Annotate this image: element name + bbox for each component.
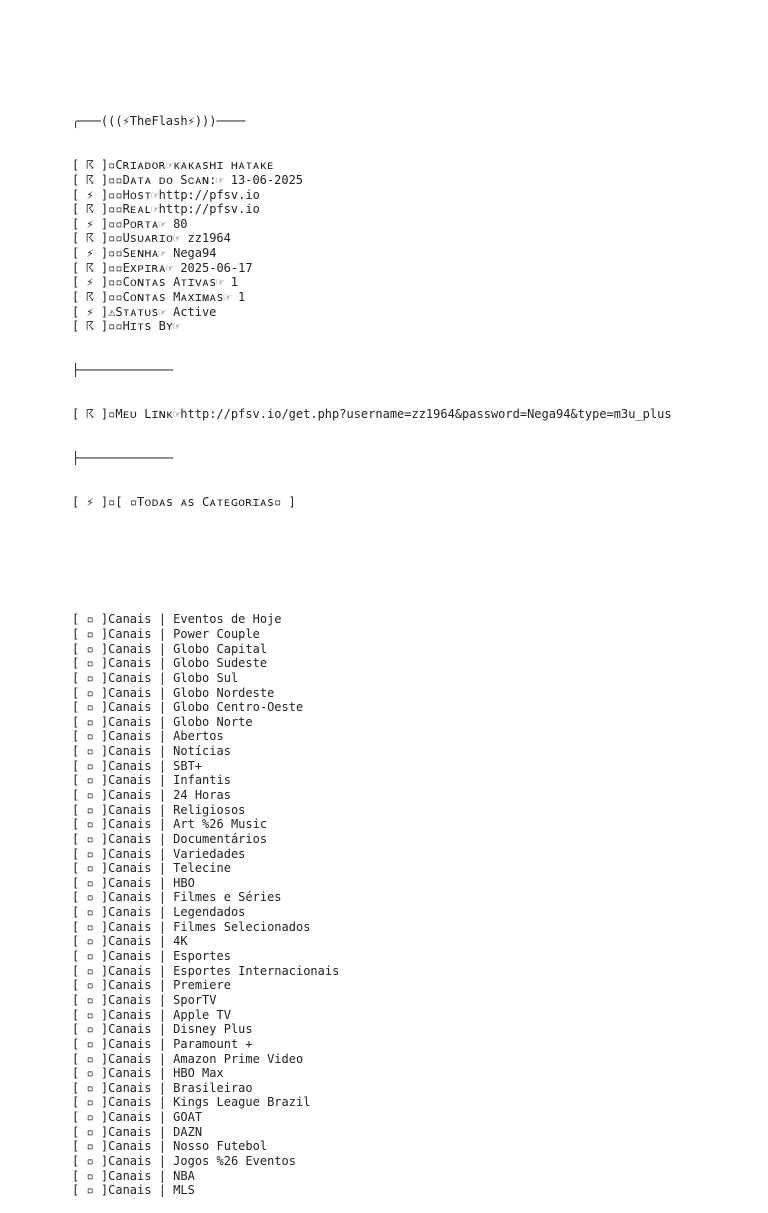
category-name: Kings League Brazil <box>173 1095 311 1110</box>
category-item <box>72 1169 752 1184</box>
category-prefix: [ ▫ ]Canais | <box>72 1036 174 1051</box>
category-item <box>72 1139 752 1154</box>
category-name: 24 Horas <box>173 787 231 802</box>
category-name: Notícias <box>173 744 231 759</box>
category-item <box>72 964 752 979</box>
category-prefix: [ ▫ ]Canais | <box>72 714 174 729</box>
separator: ├───────────── <box>72 451 174 466</box>
category-prefix: [ ▫ ]Canais | <box>72 744 174 759</box>
category-name: MLS <box>173 1183 195 1198</box>
category-item <box>72 1154 752 1169</box>
category-prefix: [ ▫ ]Canais | <box>72 978 174 993</box>
category-prefix: [ ▫ ]Canais | <box>72 949 174 964</box>
category-item <box>72 1183 752 1198</box>
category-name: Religiosos <box>173 802 246 817</box>
category-name: Power Couple <box>173 626 260 641</box>
category-prefix: [ ▫ ]Canais | <box>72 1168 174 1183</box>
category-name: Globo Capital <box>173 641 268 656</box>
category-item <box>72 788 752 803</box>
info-line: [ ☈ ]▫Cʀɪᴀᴅᴏʀ☞ᴋᴀᴋᴀsʜɪ ʜᴀᴛᴀᴋᴇ <box>72 158 275 173</box>
category-list <box>72 612 752 1198</box>
document-body <box>72 85 752 1213</box>
info-line: [ ☈ ]▫▫Usᴜᴀʀɪᴏ☞ zz1964 <box>72 231 231 246</box>
info-line: [ ⚡ ]▫▫Pᴏʀᴛᴀ☞ 80 <box>72 216 188 231</box>
category-name: Globo Sul <box>173 670 239 685</box>
category-prefix: [ ▫ ]Canais | <box>72 992 174 1007</box>
category-prefix: [ ▫ ]Canais | <box>72 875 174 890</box>
category-name: Esportes <box>173 949 231 964</box>
category-name: Globo Nordeste <box>173 685 275 700</box>
category-item <box>72 686 752 701</box>
category-prefix: [ ▫ ]Canais | <box>72 1154 174 1168</box>
category-prefix: [ ▫ ]Canais | <box>72 890 174 905</box>
category-name: Esportes Internacionais <box>173 963 340 978</box>
category-prefix: [ ▫ ]Canais | <box>72 1124 174 1139</box>
category-prefix: [ ▫ ]Canais | <box>72 612 174 627</box>
category-prefix: [ ▫ ]Canais | <box>72 758 174 773</box>
category-item <box>72 1081 752 1096</box>
category-name: DAZN <box>173 1124 203 1139</box>
category-item <box>72 1008 752 1023</box>
category-prefix: [ ▫ ]Canais | <box>72 1110 174 1125</box>
info-line: [ ☈ ]▫▫Exᴘɪʀᴀ☞ 2025-06-17 <box>72 260 253 275</box>
category-prefix: [ ▫ ]Canais | <box>72 1022 174 1037</box>
category-prefix: [ ▫ ]Canais | <box>72 1139 174 1154</box>
category-name: Nosso Futebol <box>173 1139 268 1154</box>
separator: ├───────────── <box>72 363 174 378</box>
category-prefix: [ ▫ ]Canais | <box>72 729 174 744</box>
category-item <box>72 1037 752 1052</box>
category-item <box>72 773 752 788</box>
category-name: Filmes Selecionados <box>173 919 311 934</box>
category-item <box>72 803 752 818</box>
categories-header: [ ⚡ ]▫[ ▫Tᴏᴅᴀs ᴀs Cᴀᴛᴇɢᴏʀɪᴀs▫ ] <box>72 495 296 510</box>
category-item <box>72 1022 752 1037</box>
category-prefix: [ ▫ ]Canais | <box>72 773 174 788</box>
info-line: [ ⚡ ]▫▫Sᴇɴʜᴀ☞ Nega94 <box>72 246 217 261</box>
category-item <box>72 832 752 847</box>
category-item <box>72 642 752 657</box>
category-item <box>72 905 752 920</box>
category-prefix: [ ▫ ]Canais | <box>72 1080 174 1095</box>
category-prefix: [ ▫ ]Canais | <box>72 802 174 817</box>
category-item <box>72 847 752 862</box>
category-name: Globo Norte <box>173 714 253 729</box>
category-prefix: [ ▫ ]Canais | <box>72 685 174 700</box>
category-item <box>72 1125 752 1140</box>
category-name: Brasileirao <box>173 1080 253 1095</box>
category-name: Filmes e Séries <box>173 890 282 905</box>
category-name: Premiere <box>173 978 231 993</box>
category-item <box>72 759 752 774</box>
category-prefix: [ ▫ ]Canais | <box>72 670 174 685</box>
category-name: Abertos <box>173 729 224 744</box>
category-item <box>72 861 752 876</box>
info-line: [ ☈ ]▫▫Cᴏɴᴛᴀs Mᴀxɪᴍᴀs☞ 1 <box>72 290 246 305</box>
category-name: Globo Sudeste <box>173 656 268 671</box>
category-prefix: [ ▫ ]Canais | <box>72 861 174 876</box>
category-item <box>72 1110 752 1125</box>
category-item <box>72 729 752 744</box>
category-prefix: [ ▫ ]Canais | <box>72 700 174 715</box>
category-prefix: [ ▫ ]Canais | <box>72 787 174 802</box>
info-line: [ ☈ ]▫▫Dᴀᴛᴀ ᴅᴏ Sᴄᴀɴ:☞ 13-06-2025 <box>72 172 304 187</box>
category-item <box>72 993 752 1008</box>
category-prefix: [ ▫ ]Canais | <box>72 1183 174 1198</box>
category-name: Variedades <box>173 846 246 861</box>
category-item <box>72 656 752 671</box>
category-prefix: [ ▫ ]Canais | <box>72 626 174 641</box>
category-item <box>72 817 752 832</box>
category-prefix: [ ▫ ]Canais | <box>72 831 174 846</box>
category-item <box>72 700 752 715</box>
category-prefix: [ ▫ ]Canais | <box>72 1095 174 1110</box>
category-name: Art %26 Music <box>173 817 268 832</box>
category-name: Eventos de Hoje <box>173 612 282 627</box>
category-prefix: [ ▫ ]Canais | <box>72 656 174 671</box>
spacer <box>72 539 752 546</box>
category-item <box>72 1052 752 1067</box>
category-prefix: [ ▫ ]Canais | <box>72 641 174 656</box>
info-line: [ ☈ ]▫▫Hɪᴛs Bʏ☞ <box>72 319 181 334</box>
category-name: SporTV <box>173 992 217 1007</box>
category-item <box>72 949 752 964</box>
category-item <box>72 934 752 949</box>
category-name: Apple TV <box>173 1007 231 1022</box>
title-line: ╭───(((⚡TheFlash⚡)))──── <box>72 114 246 129</box>
category-prefix: [ ▫ ]Canais | <box>72 1051 174 1066</box>
category-item <box>72 978 752 993</box>
category-item <box>72 890 752 905</box>
category-name: NBA <box>173 1168 195 1183</box>
category-name: Documentários <box>173 831 268 846</box>
category-name: Amazon Prime Video <box>173 1051 304 1066</box>
category-item <box>72 876 752 891</box>
category-name: HBO <box>173 875 195 890</box>
category-item <box>72 715 752 730</box>
category-name: GOAT <box>173 1110 203 1125</box>
m3u-link-line: [ ☈ ]▫Mᴇᴜ Lɪɴᴋ☞http://pfsv.io/get.php?username=zz1964&password=Nega94&type=m3u_plus <box>72 407 672 422</box>
category-prefix: [ ▫ ]Canais | <box>72 846 174 861</box>
info-line: [ ⚡ ]▫▫Cᴏɴᴛᴀs Aᴛɪᴠᴀs☞ 1 <box>72 275 239 290</box>
category-name: SBT+ <box>173 758 203 773</box>
category-item <box>72 1095 752 1110</box>
category-item <box>72 627 752 642</box>
category-name: 4K <box>173 934 188 949</box>
category-item <box>72 920 752 935</box>
category-prefix: [ ▫ ]Canais | <box>72 905 174 920</box>
category-name: Telecine <box>173 861 231 876</box>
category-prefix: [ ▫ ]Canais | <box>72 919 174 934</box>
spacer <box>72 576 752 583</box>
category-prefix: [ ▫ ]Canais | <box>72 1007 174 1022</box>
category-name: Paramount + <box>173 1036 253 1051</box>
category-prefix: [ ▫ ]Canais | <box>72 1066 174 1081</box>
category-item <box>72 1066 752 1081</box>
info-line: [ ⚡ ]⚠Sᴛᴀᴛᴜs☞ Active <box>72 304 217 319</box>
category-name: Jogos %26 Eventos <box>173 1154 296 1168</box>
category-name: Disney Plus <box>173 1022 253 1037</box>
category-item <box>72 671 752 686</box>
category-name: Infantis <box>173 773 231 788</box>
category-item <box>72 612 752 627</box>
category-item <box>72 744 752 759</box>
category-prefix: [ ▫ ]Canais | <box>72 817 174 832</box>
category-prefix: [ ▫ ]Canais | <box>72 963 174 978</box>
category-name: Legendados <box>173 905 246 920</box>
category-name: Globo Centro-Oeste <box>173 700 304 715</box>
category-prefix: [ ▫ ]Canais | <box>72 934 174 949</box>
info-block <box>72 158 752 334</box>
category-name: HBO Max <box>173 1066 224 1081</box>
info-line: [ ☈ ]▫▫Rᴇᴀʟ☞http://pfsv.io <box>72 202 260 217</box>
info-line: [ ⚡ ]▫▫Hᴏsᴛ☞http://pfsv.io <box>72 187 260 202</box>
